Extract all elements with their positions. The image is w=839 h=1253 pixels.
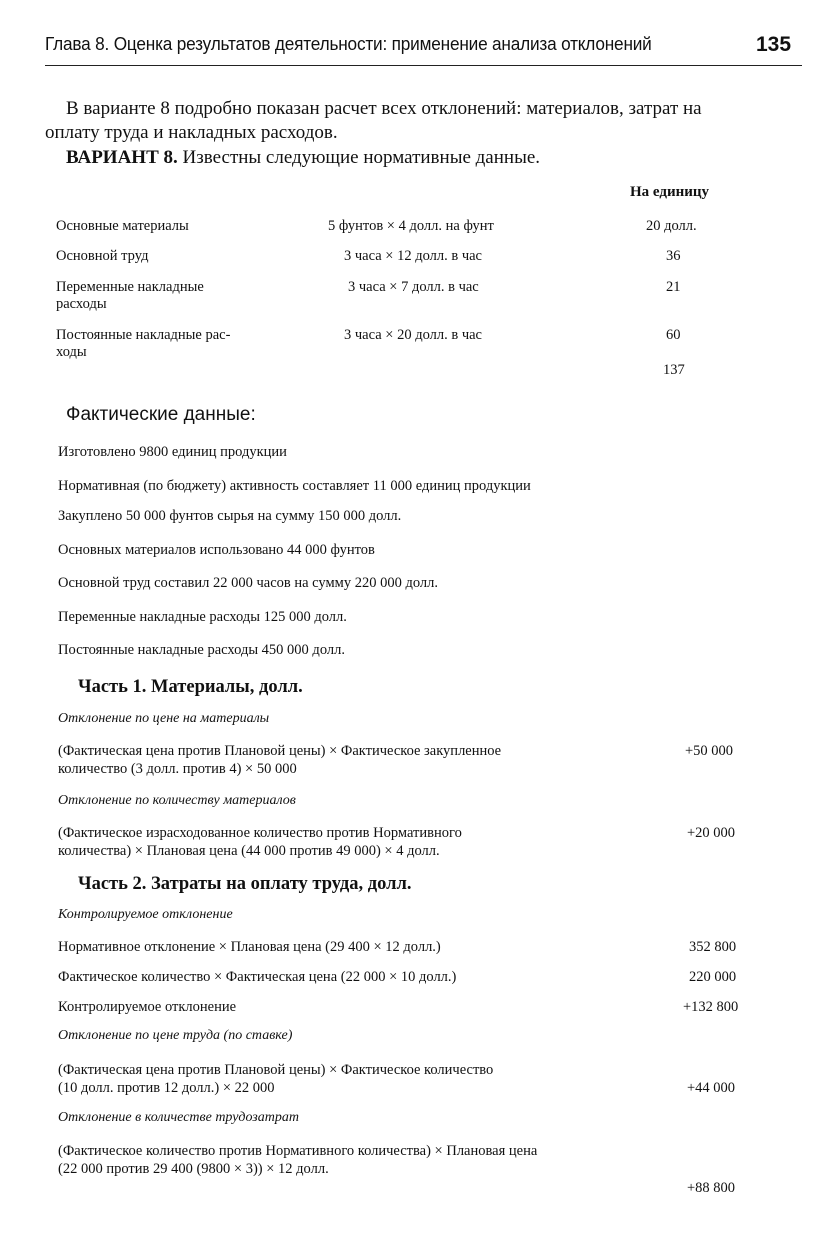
std-row-2-name: Основной труд <box>56 248 149 264</box>
std-row-1-name: Основные материалы <box>56 218 189 234</box>
intro-line-1: В варианте 8 подробно показан расчет всех отклонений: материалов, затрат на <box>66 98 702 119</box>
std-row-4-value: 60 <box>666 327 681 343</box>
part2-rate-heading: Отклонение по цене труда (по ставке) <box>58 1028 293 1043</box>
part2-rate-line-1: (Фактическая цена против Плановой цены) × Фактическое количество <box>58 1062 494 1078</box>
part2-rate-value: +44 000 <box>687 1080 736 1096</box>
part2-efficiency-heading: Отклонение в количестве трудозатрат <box>58 1110 299 1125</box>
actual-item-3: Закуплено 50 000 фунтов сырья на сумму 150 000 долл. <box>58 508 402 524</box>
std-row-3-name-l2: расходы <box>56 296 107 312</box>
variant-label: ВАРИАНТ 8. <box>66 147 178 168</box>
std-row-3-calc: 3 часа × 7 долл. в час <box>348 279 479 295</box>
part2-controllable-value: +132 800 <box>683 999 739 1015</box>
part2-title: Часть 2. Затраты на оплату труда, долл. <box>78 874 412 894</box>
part1-price-line-1: (Фактическая цена против Плановой цены) × Фактическое закупленное <box>58 743 502 759</box>
part2-controllable-line: Контролируемое отклонение <box>58 999 237 1015</box>
variant-text: Известны следующие нормативные данные. <box>177 147 541 168</box>
part1-qty-line-1: (Фактическое израсходованное количество против Нормативного <box>58 825 462 841</box>
actual-item-7: Постоянные накладные расходы 450 000 долл. <box>58 642 345 658</box>
std-row-3-value: 21 <box>666 279 681 295</box>
part1-qty-line-2: количества) × Плановая цена (44 000 против 49 000) × 4 долл. <box>58 843 440 859</box>
part2-actual-line: Фактическое количество × Фактическая цена (22 000 × 10 долл.) <box>58 969 457 985</box>
part2-normative-value: 352 800 <box>689 939 737 955</box>
part2-normative-line: Нормативное отклонение × Плановая цена (29 400 × 12 долл.) <box>58 939 441 955</box>
std-row-4-calc: 3 часа × 20 долл. в час <box>344 327 482 343</box>
part1-qty-value: +20 000 <box>687 825 736 841</box>
part1-qty-heading: Отклонение по количеству материалов <box>58 793 296 808</box>
running-header: Глава 8. Оценка результатов деятельности: применение анализа отклонений <box>45 33 652 54</box>
part1-price-heading: Отклонение по цене на материалы <box>58 711 270 726</box>
part2-rate-line-2: (10 долл. против 12 долл.) × 22 000 <box>58 1080 275 1096</box>
std-row-3-name-l1: Переменные накладные <box>56 279 204 295</box>
header-rule <box>45 65 802 66</box>
part1-title: Часть 1. Материалы, долл. <box>78 677 303 697</box>
actual-item-5: Основной труд составил 22 000 часов на сумму 220 000 долл. <box>58 575 438 591</box>
std-row-2-calc: 3 часа × 12 долл. в час <box>344 248 482 264</box>
part2-eff-value: +88 800 <box>687 1180 736 1196</box>
part2-controllable-heading: Контролируемое отклонение <box>58 907 233 922</box>
part2-actual-value: 220 000 <box>689 969 737 985</box>
actual-item-2: Нормативная (по бюджету) активность составляет 11 000 единиц продукции <box>58 478 531 494</box>
actual-item-6: Переменные накладные расходы 125 000 долл. <box>58 609 347 625</box>
intro-line-2: оплату труда и накладных расходов. <box>45 122 338 143</box>
actual-item-4: Основных материалов использовано 44 000 фунтов <box>58 542 375 558</box>
part2-eff-line-2: (22 000 против 29 400 (9800 × 3)) × 12 долл. <box>58 1161 329 1177</box>
actual-item-1: Изготовлено 9800 единиц продукции <box>58 444 287 460</box>
part1-price-line-2: количество (3 долл. против 4) × 50 000 <box>58 761 297 777</box>
std-total: 137 <box>663 362 685 378</box>
actual-heading: Фактические данные: <box>66 404 256 425</box>
std-row-4-name-l2: ходы <box>56 344 87 360</box>
std-row-1-value: 20 долл. <box>646 218 697 234</box>
std-row-4-name-l1: Постоянные накладные рас- <box>56 327 231 343</box>
variant-line <box>66 146 540 170</box>
std-row-2-value: 36 <box>666 248 681 264</box>
per-unit-header: На единицу <box>630 184 710 200</box>
part1-price-value: +50 000 <box>685 743 734 759</box>
std-row-1-calc: 5 фунтов × 4 долл. на фунт <box>328 218 494 234</box>
part2-eff-line-1: (Фактическое количество против Нормативного количества) × Плановая цена <box>58 1143 538 1159</box>
page-number: 135 <box>756 33 792 56</box>
